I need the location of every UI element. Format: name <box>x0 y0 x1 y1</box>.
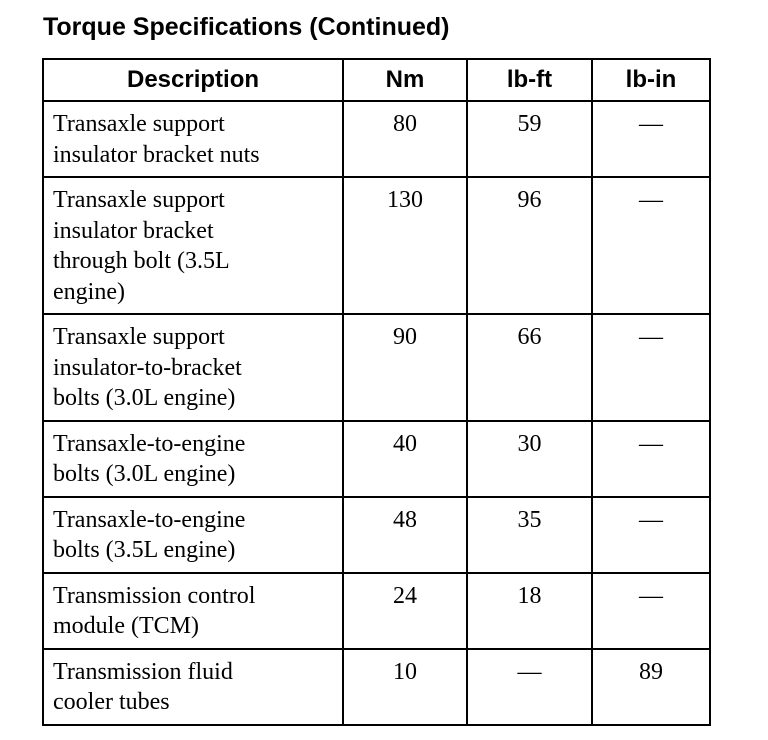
lbft-value: — <box>517 658 542 685</box>
nm-value: 80 <box>393 111 417 137</box>
lbin-value: — <box>639 430 663 457</box>
table-header-row <box>43 59 710 101</box>
nm-cell <box>343 177 467 314</box>
nm-value: 40 <box>393 430 417 457</box>
table-row <box>43 421 710 497</box>
lbft-value: 66 <box>517 324 542 350</box>
description-text: Transaxle support insulator bracket through bolt (3.5L engine) <box>53 187 229 305</box>
lbin-cell <box>592 573 710 649</box>
description-cell <box>43 101 343 177</box>
nm-cell <box>343 421 467 497</box>
lbft-cell <box>467 649 592 725</box>
lbft-cell <box>467 101 592 177</box>
lbin-cell <box>592 314 710 421</box>
description-cell <box>43 573 343 649</box>
lbft-cell <box>467 573 592 649</box>
lbin-cell <box>592 497 710 573</box>
nm-cell <box>343 497 467 573</box>
lbft-value: 18 <box>517 582 542 609</box>
description-text: Transmission fluid cooler tubes <box>53 658 233 715</box>
description-text: Transaxle support insulator bracket nuts <box>53 111 260 168</box>
nm-cell <box>343 573 467 649</box>
nm-cell <box>343 101 467 177</box>
lbft-cell <box>467 314 592 421</box>
lbft-value: 30 <box>517 430 542 457</box>
lbft-cell <box>467 421 592 497</box>
lbft-cell <box>467 497 592 573</box>
table-row <box>43 101 710 177</box>
description-text: Transmission control module (TCM) <box>53 582 256 639</box>
table-row <box>43 497 710 573</box>
lbin-value: — <box>639 506 663 533</box>
description-cell <box>43 649 343 725</box>
lbft-value: 35 <box>517 506 542 533</box>
description-cell <box>43 421 343 497</box>
page-title: Torque Specifications (Continued) <box>43 13 450 41</box>
description-cell <box>43 177 343 314</box>
table-row <box>43 573 710 649</box>
description-text: Transaxle-to-engine bolts (3.5L engine) <box>53 506 246 563</box>
column-header-nm: Nm <box>343 59 467 101</box>
lbin-cell <box>592 421 710 497</box>
description-cell <box>43 497 343 573</box>
table-row <box>43 314 710 421</box>
lbft-value: 59 <box>517 111 542 137</box>
table-row <box>43 177 710 314</box>
lbin-value: — <box>639 324 663 350</box>
column-header-lbft: lb-ft <box>467 59 592 101</box>
nm-cell <box>343 314 467 421</box>
lbin-cell <box>592 177 710 314</box>
column-header-description: Description <box>43 59 343 101</box>
torque-spec-table <box>42 58 711 726</box>
table-row <box>43 649 710 725</box>
description-text: Transaxle-to-engine bolts (3.0L engine) <box>53 430 246 487</box>
nm-value: 10 <box>393 658 417 685</box>
lbin-value: — <box>639 111 663 137</box>
nm-value: 130 <box>387 187 423 213</box>
column-header-lbin: lb-in <box>592 59 710 101</box>
nm-value: 24 <box>393 582 417 609</box>
lbft-value: 96 <box>517 187 542 213</box>
nm-value: 48 <box>393 506 417 533</box>
lbft-cell <box>467 177 592 314</box>
lbin-cell <box>592 649 710 725</box>
lbin-value: — <box>639 187 663 213</box>
description-text: Transaxle support insulator-to-bracket bolts (3.0L engine) <box>53 324 242 411</box>
nm-cell <box>343 649 467 725</box>
nm-value: 90 <box>393 324 417 350</box>
lbin-value: 89 <box>639 658 663 685</box>
lbin-value: — <box>639 582 663 609</box>
description-cell <box>43 314 343 421</box>
lbin-cell <box>592 101 710 177</box>
